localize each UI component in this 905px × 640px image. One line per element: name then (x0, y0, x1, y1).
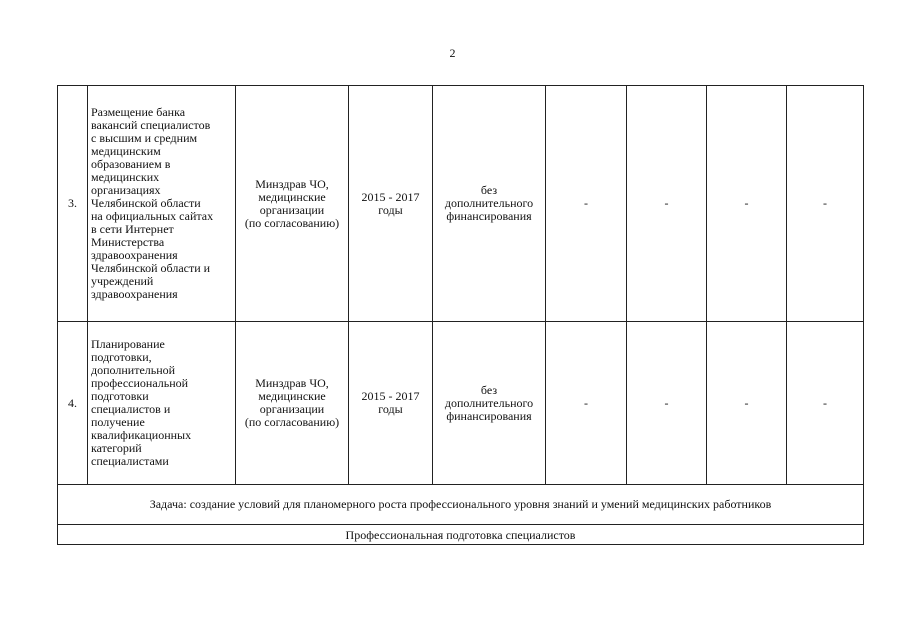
value-cell: - (787, 322, 864, 485)
text-line: финансирования (446, 408, 532, 423)
text-line: вакансий специалистов (91, 118, 211, 132)
text-line: дополнительного (444, 196, 534, 210)
text-line: Размещение банка (91, 105, 186, 119)
text-line: Челябинской области и (91, 261, 211, 275)
text-line: организациях (91, 183, 161, 197)
text-line: здравоохранения (91, 287, 178, 301)
text-line: Минздрав ЧО, (255, 376, 329, 390)
period (349, 322, 433, 485)
text-line: без (480, 183, 498, 197)
value-cell: - (707, 86, 787, 322)
text-line: на официальных сайтах (91, 209, 214, 223)
text-line: организации (259, 402, 325, 416)
value-cell: - (546, 322, 627, 485)
text-line: 2015 - 2017 (361, 189, 420, 204)
text-line: категорий (91, 441, 142, 455)
value-cell: - (707, 322, 787, 485)
text-line: образованием в (91, 157, 171, 171)
text-line: Планирование (91, 337, 165, 351)
text-line: подготовки (91, 389, 149, 403)
task-text: Задача: создание условий для планомерного роста профессионального уровня знаний и умений медицинских работников (58, 485, 864, 525)
section-heading: Профессиональная подготовка специалистов (58, 525, 864, 545)
text-line: подготовки, (91, 350, 152, 364)
text-line: с высшим и средним (91, 131, 198, 145)
value-cell: - (627, 322, 707, 485)
text-line: медицинским (91, 144, 161, 158)
value-cell: - (627, 86, 707, 322)
measure-name (88, 86, 236, 322)
value-cell: - (787, 86, 864, 322)
measures-table (57, 85, 864, 545)
value-cell: - (546, 86, 627, 322)
financing-source (433, 86, 546, 322)
text-line: медицинские (258, 389, 326, 403)
text-line: учреждений (91, 274, 154, 288)
row-number: 4. (58, 322, 88, 485)
section-row (58, 525, 864, 545)
executor (236, 86, 349, 322)
text-line: годы (378, 202, 403, 217)
text-line: (по согласованию) (244, 415, 340, 429)
text-line: квалификационных (91, 428, 192, 442)
text-line: Министерства (91, 235, 165, 249)
text-line: медицинских (91, 170, 160, 184)
text-line: Челябинской области (91, 196, 201, 210)
text-line: (по согласованию) (244, 215, 340, 230)
text-line: профессиональной (91, 376, 189, 390)
text-line: Минздрав ЧО, (255, 176, 329, 191)
text-line: здравоохранения (91, 248, 178, 262)
text-line: получение (91, 415, 145, 429)
financing-source (433, 322, 546, 485)
executor (236, 322, 349, 485)
text-line: в сети Интернет (91, 222, 174, 236)
text-line: финансирования (446, 209, 532, 223)
text-line: специалистами (91, 454, 169, 468)
text-line: годы (378, 402, 403, 416)
table-row (58, 86, 864, 322)
row-number: 3. (58, 86, 88, 322)
text-line: без (480, 382, 498, 397)
period (349, 86, 433, 322)
text-line: дополнительного (444, 395, 534, 410)
text-line: дополнительной (91, 363, 176, 377)
text-line: медицинские (258, 189, 326, 204)
text-line: специалистов и (91, 402, 171, 416)
page-number: 2 (449, 46, 456, 60)
measure-name (88, 322, 236, 485)
text-line: 2015 - 2017 (361, 389, 420, 403)
text-line: организации (259, 202, 325, 217)
task-row (58, 485, 864, 525)
table-row (58, 322, 864, 485)
